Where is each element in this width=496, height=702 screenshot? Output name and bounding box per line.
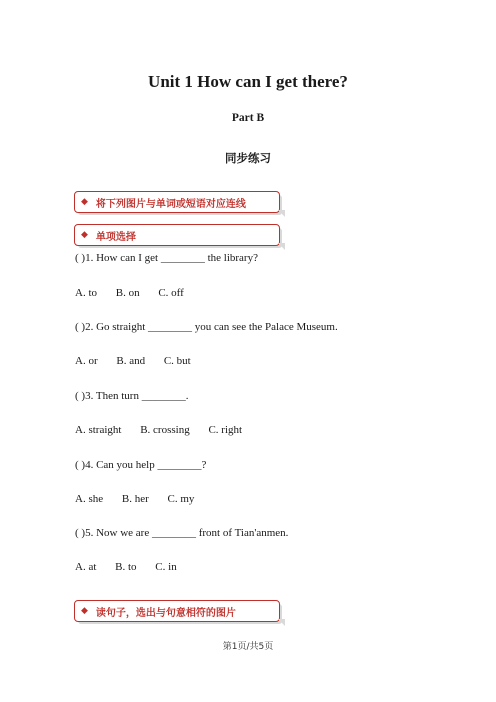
page-number: 第1页/共5页: [222, 642, 274, 652]
option-b: B. to: [115, 561, 137, 573]
question-4-stem: ( )4. Can you help ________?: [75, 459, 207, 471]
document-subtitle: Part B: [231, 112, 265, 124]
question-3-stem: ( )3. Then turn ________.: [75, 390, 189, 402]
diamond-bullet-icon: ◆: [81, 197, 88, 207]
option-c: C. but: [163, 355, 191, 367]
shadow-tail: [278, 243, 285, 250]
section-header-picture-match: [74, 600, 280, 622]
question-4-options: [75, 493, 210, 505]
option-a: A. she: [75, 493, 104, 505]
option-c: C. off: [158, 287, 184, 299]
diamond-bullet-icon: ◆: [81, 606, 88, 616]
option-b: B. and: [116, 355, 146, 367]
section-header-matching: [74, 191, 280, 213]
option-b: B. her: [121, 493, 149, 505]
option-c: C. in: [155, 561, 177, 573]
section-header-multiple-choice: [74, 224, 280, 246]
question-2-stem: ( )2. Go straight ________ you can see the Palace Museum.: [75, 321, 338, 333]
option-c: C. right: [208, 424, 243, 436]
shadow-tail: [278, 619, 285, 626]
shadow-tail: [278, 210, 285, 217]
option-b: B. crossing: [140, 424, 190, 436]
section-header-text: 单项选择: [95, 231, 136, 243]
question-5-options: [75, 561, 193, 573]
question-5-stem: ( )5. Now we are ________ front of Tian'anmen.: [75, 527, 289, 539]
section-header-text: 将下列图片与单词或短语对应连线: [95, 198, 246, 210]
question-2-options: [75, 355, 207, 367]
question-3-options: [75, 424, 258, 436]
question-1-options: [75, 287, 200, 299]
option-a: A. at: [75, 561, 97, 573]
option-a: A. or: [75, 355, 98, 367]
question-1-stem: ( )1. How can I get ________ the library?: [75, 252, 258, 264]
document-title: Unit 1 How can I get there?: [148, 72, 348, 91]
section-header-text: 读句子，选出与句意相符的图片: [95, 607, 236, 619]
diamond-bullet-icon: ◆: [81, 230, 88, 240]
option-c: C. my: [167, 493, 195, 505]
option-b: B. on: [115, 287, 140, 299]
option-a: A. to: [75, 287, 97, 299]
option-a: A. straight: [75, 424, 122, 436]
exercise-label: 同步练习: [225, 151, 271, 165]
